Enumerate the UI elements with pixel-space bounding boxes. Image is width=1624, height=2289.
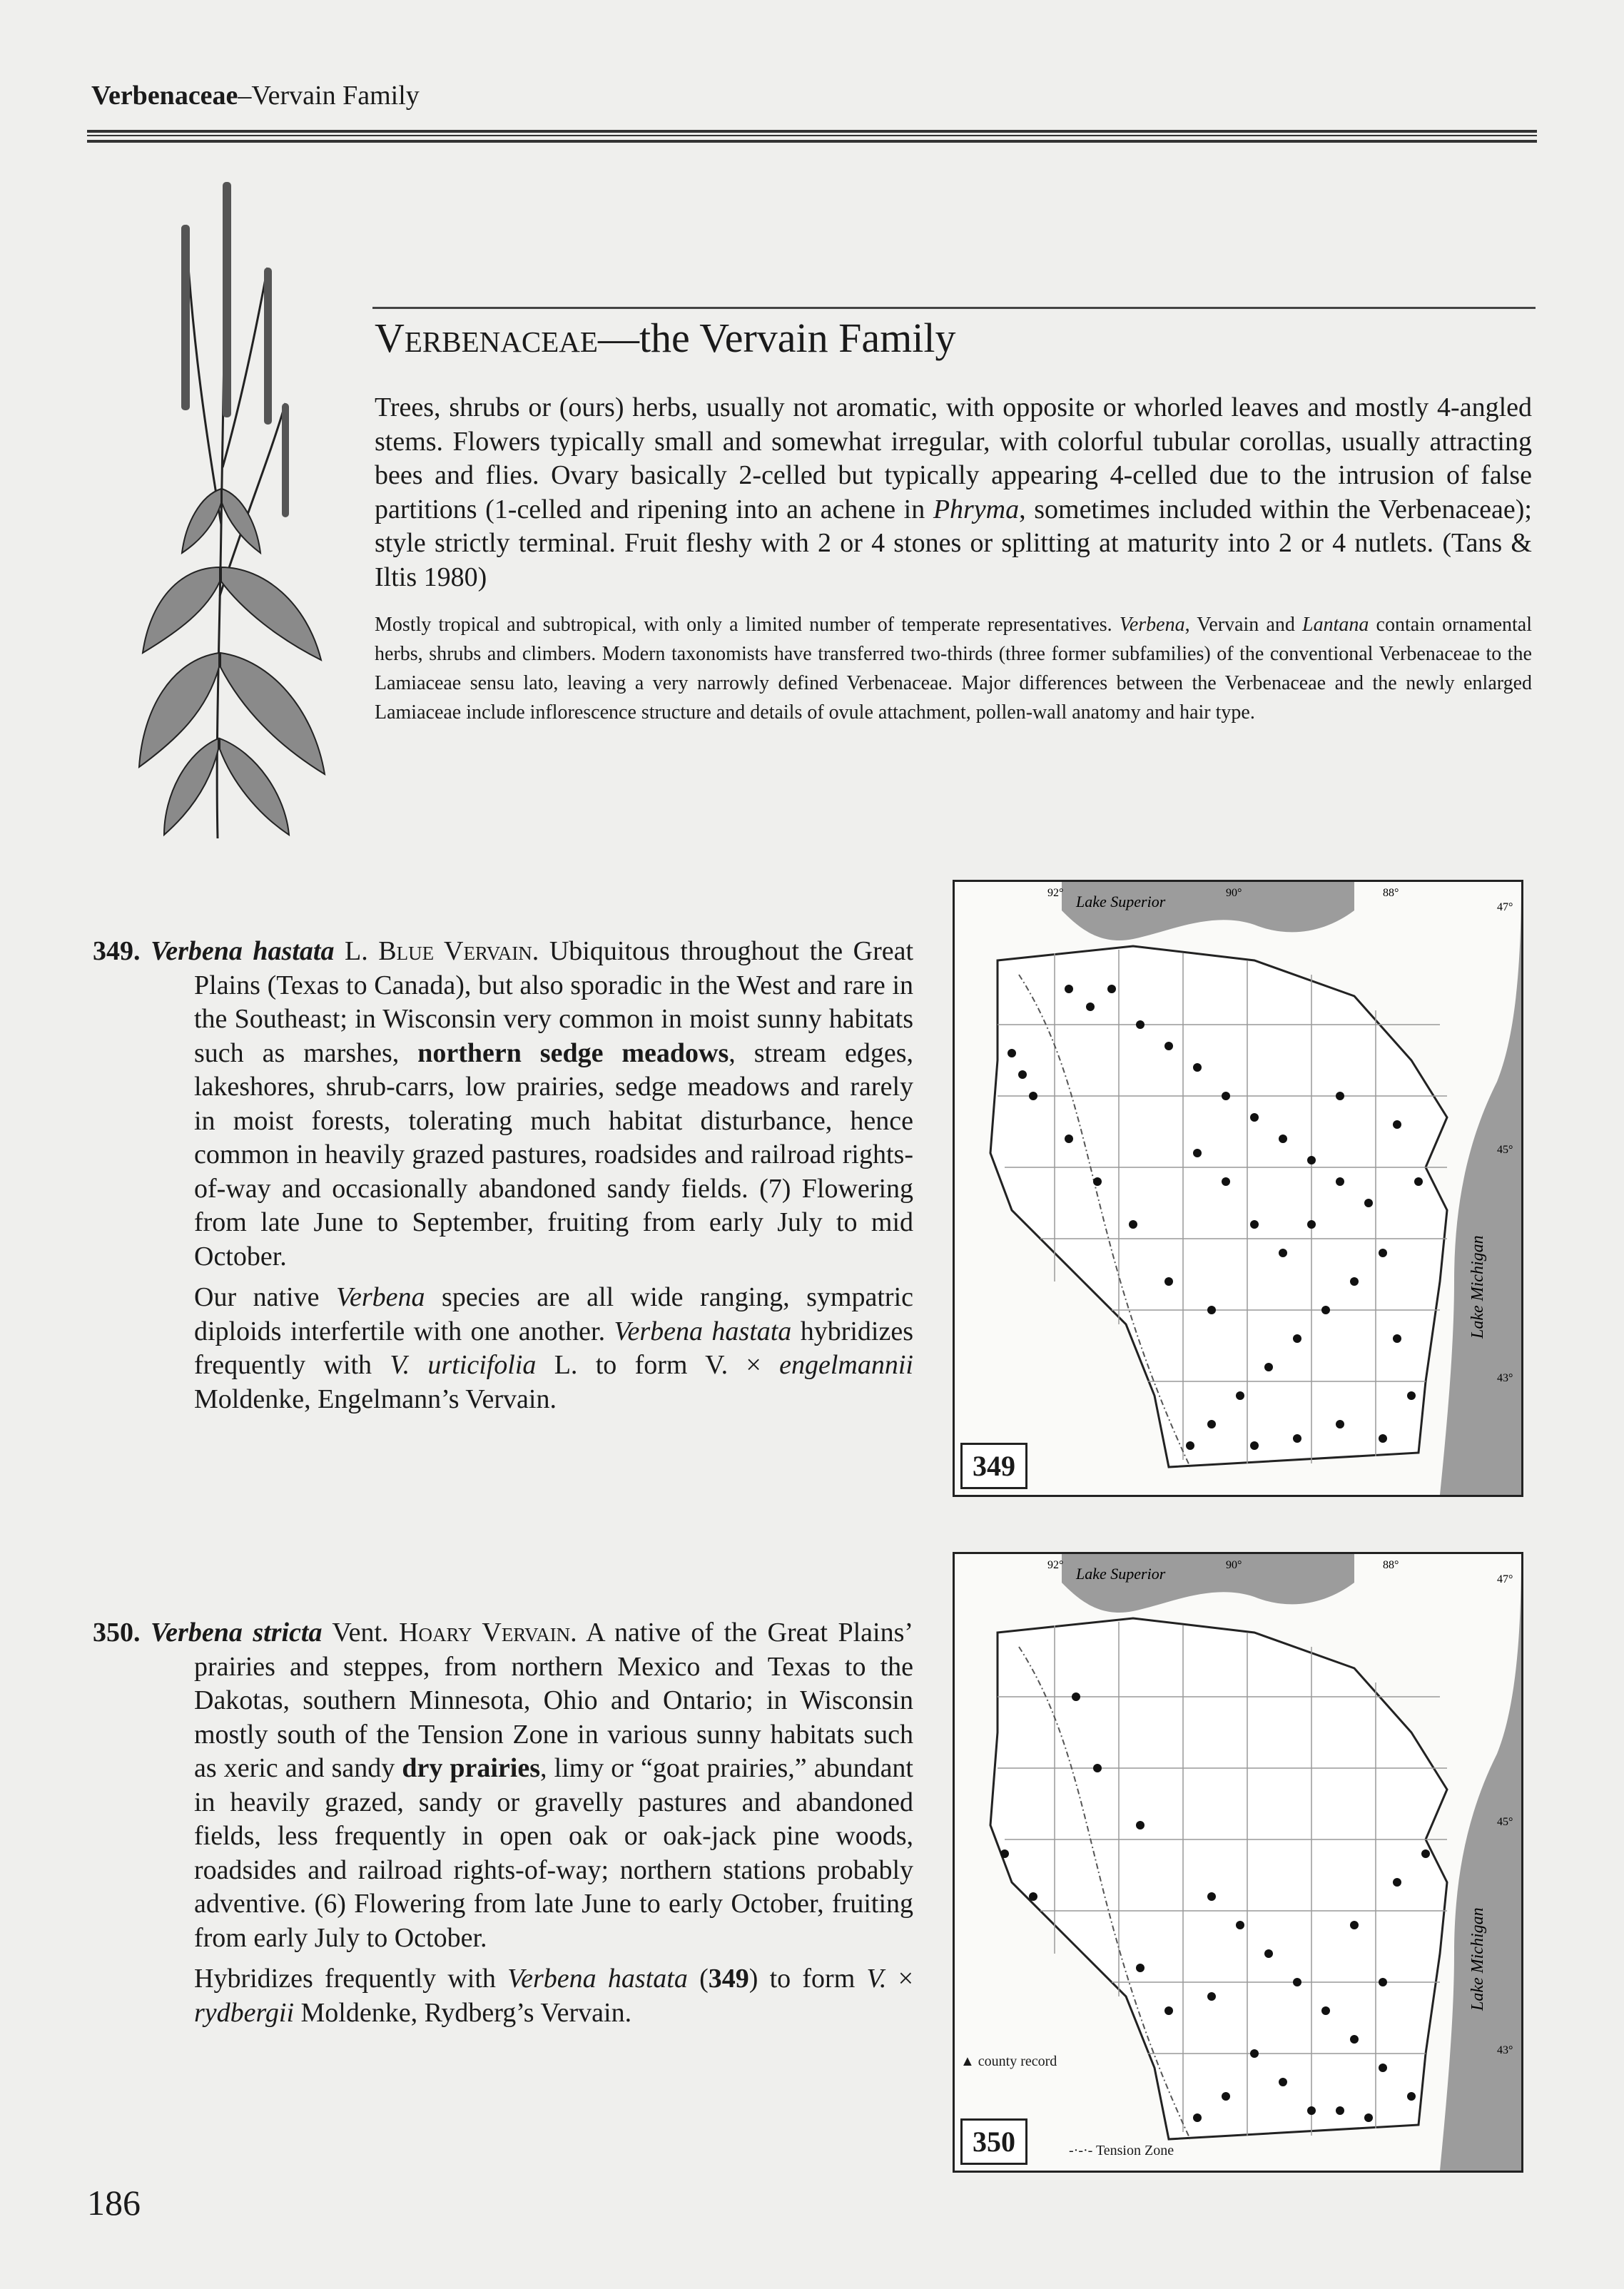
family-note: Mostly tropical and subtropical, with only a limited number of temperate representatives. Verbena, Vervain and Lantana contain ornamental herbs, shrubs and climbers. Modern taxonomists have transferred two-thirds (three former subfamilies) of the conventional Verbenaceae to the Lamiaceae sensu lato, leaving a very narrowly defined Verbenaceae. Major differences between the Verbenaceae and the newly enlarged Lamiaceae include inflorescence structure and details of ovule attachment, pollen-wall anatomy and hair type. — [375, 614, 1533, 724]
header-rule — [87, 130, 1537, 143]
lake-michigan — [1440, 882, 1521, 1495]
lon-label: 92° — [1047, 1559, 1064, 1571]
lake-michigan — [1440, 1554, 1521, 2171]
running-head: Verbenaceae–Vervain Family — [91, 81, 420, 111]
lat-label: 45° — [1497, 1816, 1513, 1828]
lake-michigan-label: Lake Michigan — [1468, 1235, 1487, 1339]
lake-superior-label: Lake Superior — [1076, 1565, 1166, 1583]
lon-label: 88° — [1383, 887, 1399, 899]
species-349-entry: 349. Verbena hastata L. Blue Vervain. Ubiquitous throughout the Great Plains (Texas to Canada), but also sporadic in the West and rare in the Southeast; in Wisconsin very common in moist sunny habitats such as marshes, northern sedge meadows, stream edges, lakeshores, shrub-carrs, low prairies, sedge meadows and rarely in moist forests, tolerating much habitat disturbance, hence common in heavily grazed pastures, roadsides and railroad rights-of-way and occasionally abandoned sandy fields. (7) Flowering from late June to September, fruiting from early July to mid October. Our native Verbena species are all wide ranging, sympatric diploids interfertile with one another. Verbena hastata hybridizes frequently with V. urticifolia L. to form V. × engelmannii Moldenke, Engelmann’s Vervain. — [93, 936, 914, 1414]
lake-superior-label: Lake Superior — [1076, 893, 1166, 910]
map-number-349: 349 — [960, 1443, 1027, 1489]
legend-county-record: ▲ county record — [960, 2054, 1057, 2069]
lake-superior — [1062, 882, 1354, 940]
distribution-map-349 — [953, 880, 1523, 1497]
lon-label: 90° — [1226, 887, 1242, 899]
lat-label: 43° — [1497, 2044, 1513, 2056]
lat-label: 47° — [1497, 901, 1513, 913]
page-number: 186 — [87, 2183, 141, 2223]
wisconsin-map — [955, 1554, 1521, 2171]
lake-michigan-label: Lake Michigan — [1468, 1907, 1487, 2011]
map-number-350: 350 — [960, 2118, 1027, 2165]
wisconsin-map — [955, 882, 1521, 1495]
species-350-entry: 350. Verbena stricta Vent. Hoary Vervain. A native of the Great Plains’ prairies and steppes, from northern Mexico and Texas to the Dakotas, southern Minnesota, Ohio and Ontario; in Wisconsin mostly south of the Tension Zone in various sunny habitats such as xeric and sandy dry prairies, limy or “goat prairies,” abundant in heavily grazed, sandy or gravelly pastures and abandoned fields, less frequently in open oak or oak-jack pine woods, roadsides and railroad rights-of-way; northern stations probably adventive. (6) Flowering from late June to early October, fruiting from early July to October. Hybridizes frequently with Verbena hastata (349) to form V. × rydbergii Moldenke, Rydberg’s Vervain. — [93, 1618, 914, 2028]
lake-superior — [1062, 1554, 1354, 1613]
family-title: Verbenaceae—the Vervain Family — [375, 315, 956, 361]
legend-tension-zone: -·-·- Tension Zone — [1069, 2143, 1174, 2158]
lon-label: 92° — [1047, 887, 1064, 899]
lon-label: 88° — [1383, 1559, 1399, 1571]
lat-label: 47° — [1497, 1573, 1513, 1585]
verbena-plant-illustration — [136, 168, 335, 842]
lat-label: 45° — [1497, 1144, 1513, 1156]
distribution-map-350 — [953, 1552, 1523, 2173]
lat-label: 43° — [1497, 1372, 1513, 1384]
family-title-rule — [372, 307, 1536, 309]
family-description: Trees, shrubs or (ours) herbs, usually not aromatic, with opposite or whorled leaves and mostly 4-angled stems. Flowers typically small and somewhat irregular, with colorful tubular corollas, usually attracting bees and flies. Ovary basically 2-celled but typically appearing 4-celled due to the intrusion of false partitions (1-celled and ripening into an achene in Phryma, sometimes included within the Verbenaceae); style strictly terminal. Fruit fleshy with 2 or 4 stones or splitting at maturity into 2 or 4 nutlets. (Tans & Iltis 1980) — [375, 392, 1532, 592]
lon-label: 90° — [1226, 1559, 1242, 1571]
